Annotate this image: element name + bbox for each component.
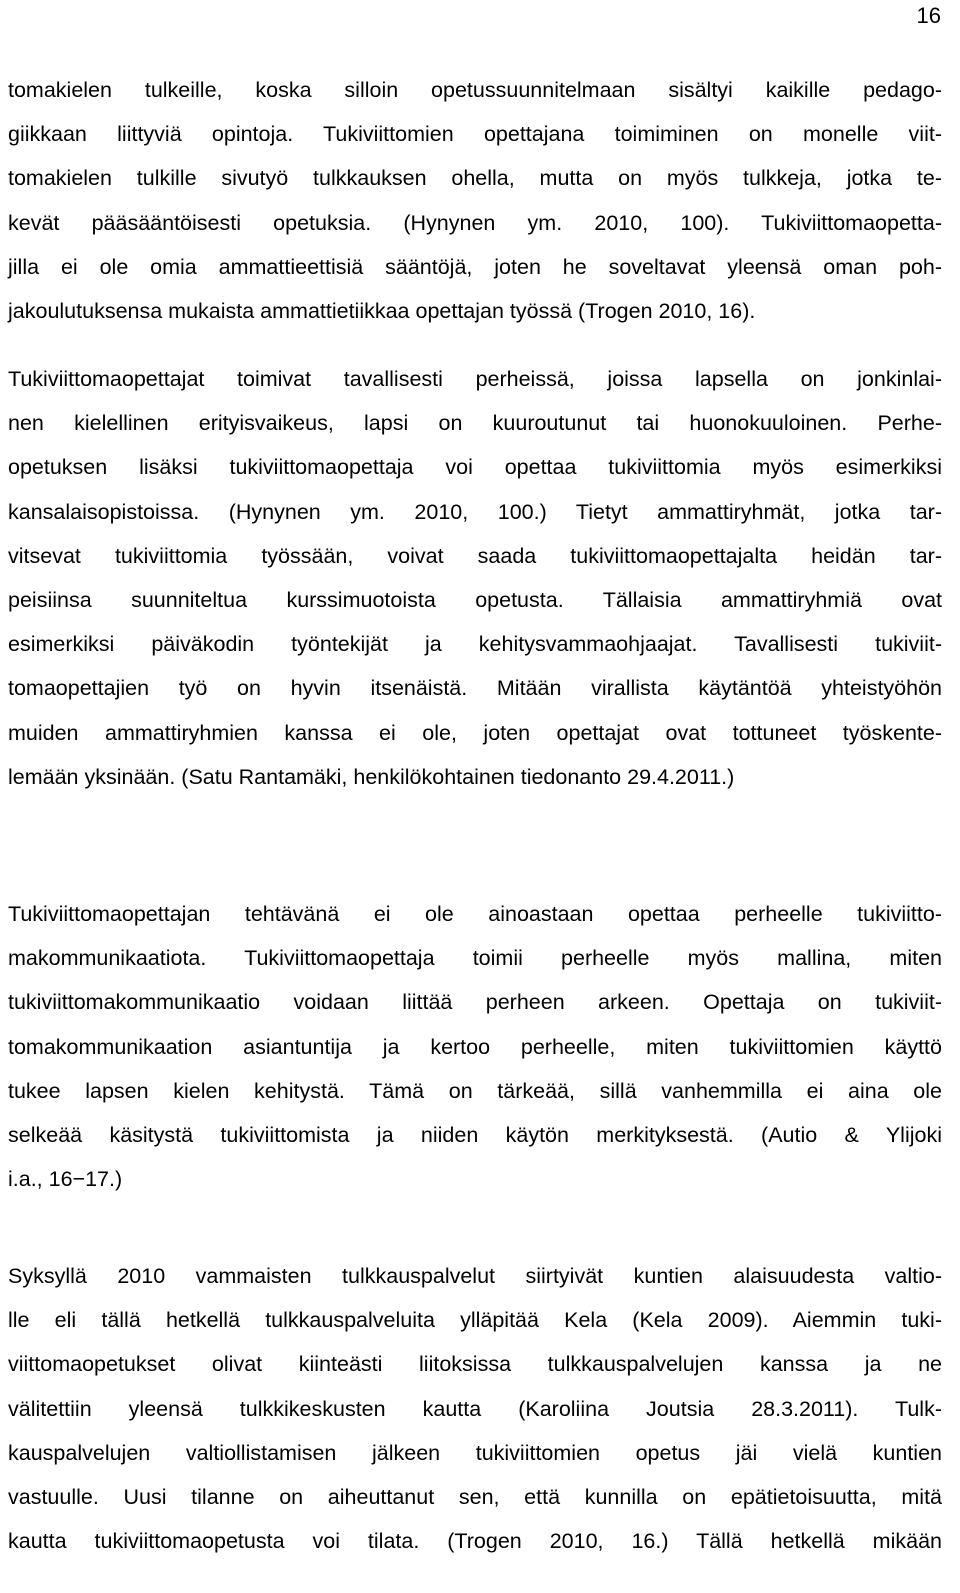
text-line: tomakielen tulkeille, koska silloin opetussuunnitelmaan sisältyi kaikille pedago- [8, 78, 942, 102]
text-line: lemään yksinään. (Satu Rantamäki, henkilökohtainen tiedonanto 29.4.2011.) [8, 764, 735, 789]
text-line: välitettiin yleensä tulkkikeskusten kautta (Karoliina Joutsia 28.3.2011). Tulk- [8, 1396, 942, 1421]
paragraph-3 [8, 892, 942, 1201]
text-line: tomakommunikaation asiantuntija ja kertoo perheelle, miten tukiviittomien käyttö [8, 1034, 942, 1059]
text-line: vastuulle. Uusi tilanne on aiheuttanut sen, että kunnilla on epätietoisuutta, mitä [8, 1484, 942, 1509]
text-line: tomakielen tulkille sivutyö tulkkauksen ohella, mutta on myös tulkkeja, jotka te- [8, 166, 942, 191]
text-line: vitsevat tukiviittomia työssään, voivat saada tukiviittomaopettajalta heidän tar- [8, 543, 942, 568]
text-line: Syksyllä 2010 vammaisten tulkkauspalvelut siirtyivät kuntien alaisuudesta valtio- [8, 1264, 942, 1288]
text-line: selkeää käsitystä tukiviittomista ja niiden käytön merkityksestä. (Autio & Ylijoki [8, 1122, 942, 1147]
text-line: Tukiviittomaopettajan tehtävänä ei ole ainoastaan opettaa perheelle tukiviitto- [8, 902, 942, 926]
text-line: kautta tukiviittomaopetusta voi tilata. (Trogen 2010, 16.) Tällä hetkellä mikään [8, 1529, 942, 1554]
text-line: tukiviittomakommunikaatio voidaan liittää perheen arkeen. Opettaja on tukiviit- [8, 990, 942, 1015]
text-line: jilla ei ole omia ammattieettisiä sääntöjä, joten he soveltavat yleensä oman poh- [8, 254, 942, 279]
text-line: kansalaisopistoissa. (Hynynen ym. 2010, 100.) Tietyt ammattiryhmät, jotka tar- [8, 499, 942, 524]
text-line: esimerkiksi päiväkodin työntekijät ja kehitysvammaohjaajat. Tavallisesti tukiviit- [8, 632, 942, 657]
text-line: i.a., 16−17.) [8, 1167, 123, 1192]
text-line: muiden ammattiryhmien kanssa ei ole, joten opettajat ovat tottuneet työskente- [8, 720, 942, 745]
paragraph-4 [8, 1254, 942, 1563]
text-line: viittomaopetukset olivat kiinteästi liitoksissa tulkkauspalvelujen kanssa ja ne [8, 1352, 942, 1377]
text-line: opetuksen lisäksi tukiviittomaopettaja voi opettaa tukiviittomia myös esimerkiksi [8, 455, 942, 480]
text-line: peisiinsa suunniteltua kurssimuotoista opetusta. Tällaisia ammattiryhmiä ovat [8, 587, 942, 612]
text-line: tomaopettajien työ on hyvin itsenäistä. Mitään virallista käytäntöä yhteistyöhön [8, 676, 942, 701]
text-line: makommunikaatiota. Tukiviittomaopettaja toimii perheelle myös mallina, miten [8, 946, 942, 971]
text-line: kauspalvelujen valtiollistamisen jälkeen tukiviittomien opetus jäi vielä kuntien [8, 1440, 942, 1465]
text-line: Tukiviittomaopettajat toimivat tavallisesti perheissä, joissa lapsella on jonkinlai- [8, 367, 942, 391]
page-number: 16 [916, 3, 941, 28]
text-line: tukee lapsen kielen kehitystä. Tämä on tärkeää, sillä vanhemmilla ei aina ole [8, 1078, 942, 1103]
text-line: jakoulutuksensa mukaista ammattietiikkaa opettajan työssä (Trogen 2010, 16). [8, 298, 756, 323]
paragraph-2 [8, 357, 942, 799]
text-line: lle eli tällä hetkellä tulkkauspalveluita ylläpitää Kela (Kela 2009). Aiemmin tuki- [8, 1308, 942, 1333]
text-line: giikkaan liittyviä opintoja. Tukiviittomien opettajana toimiminen on monelle viit- [8, 122, 942, 147]
text-line: kevät pääsääntöisesti opetuksia. (Hynynen ym. 2010, 100). Tukiviittomaopetta- [8, 210, 942, 235]
text-line: nen kielellinen erityisvaikeus, lapsi on kuuroutunut tai huonokuuloinen. Perhe- [8, 411, 942, 436]
paragraph-1 [8, 68, 942, 333]
